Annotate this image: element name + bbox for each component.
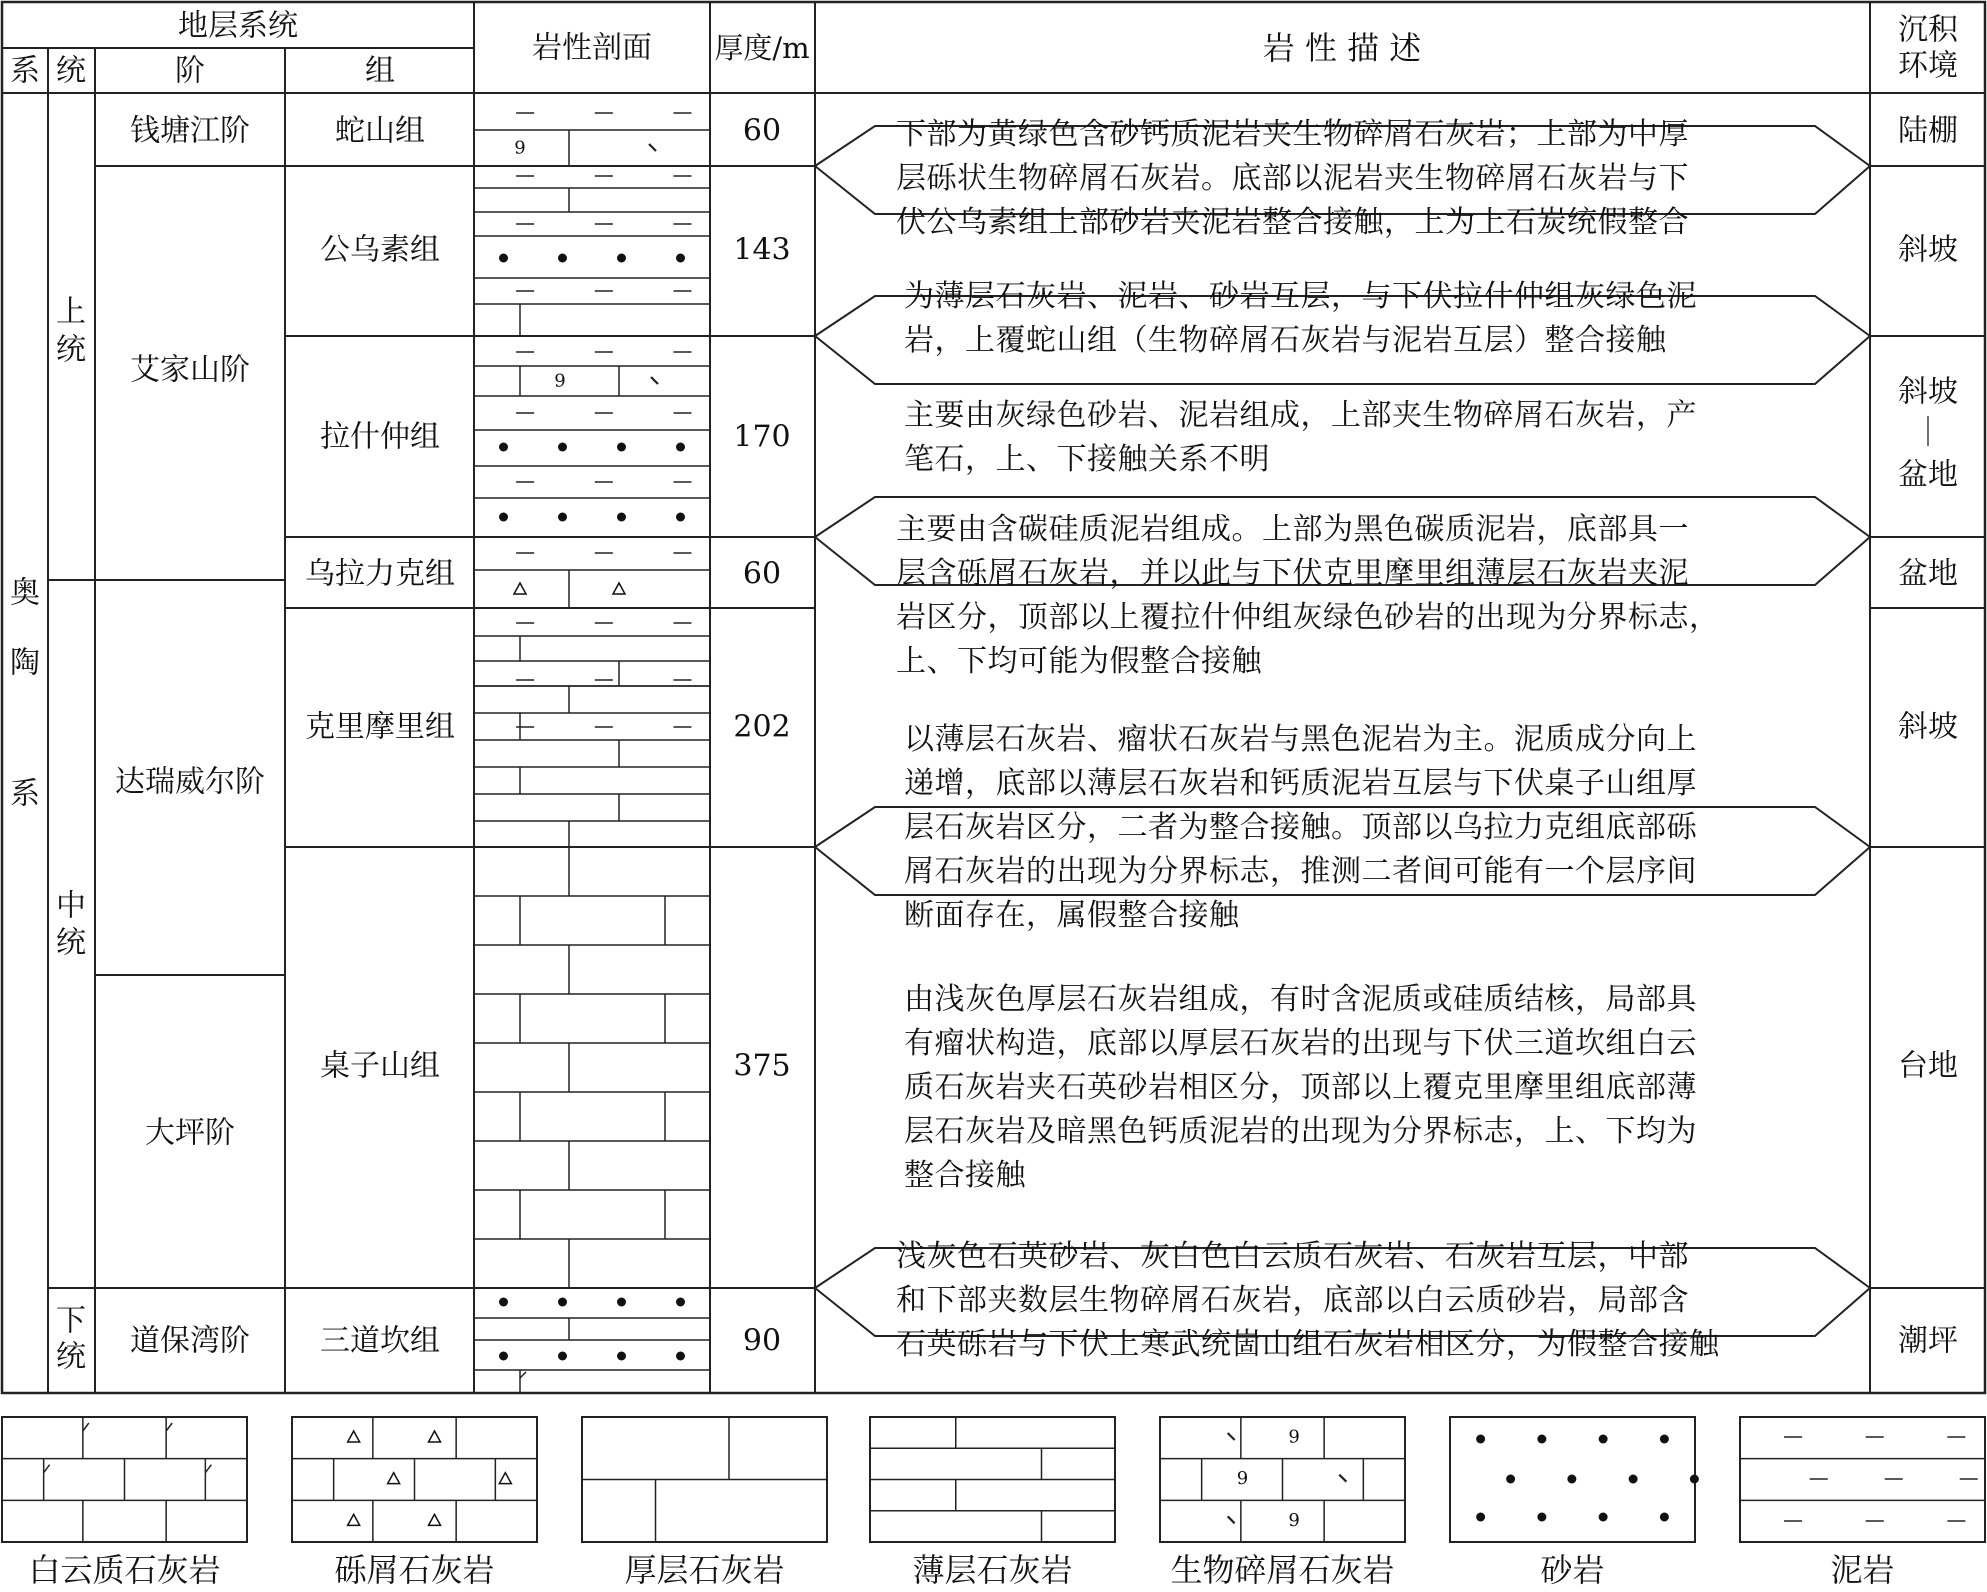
env-slope2: 斜坡	[1898, 709, 1958, 745]
formation-sheshan: 蛇山组	[335, 113, 425, 149]
fossil-symbol: 9	[1236, 1468, 1249, 1490]
sand-dot	[499, 513, 508, 522]
header-strat-system: 地层系统	[178, 8, 298, 44]
sand-dot	[1599, 1435, 1608, 1444]
desc-line: 石英砾岩与下伏上寒武统崮山组石灰岩相区分，为假整合接触	[896, 1327, 1720, 1362]
sand-dot	[499, 1298, 508, 1307]
env-basin: 盆地	[1898, 556, 1958, 592]
thickness-wulalike: 60	[742, 556, 782, 592]
fossil-symbol: 9	[1288, 1426, 1300, 1448]
sand-dot	[676, 513, 685, 522]
header-env: 沉积	[1898, 12, 1958, 48]
desc-line: 层砾状生物碎屑石灰岩。底部以泥岩夹生物碎屑石灰岩与下	[896, 161, 1689, 196]
legend-item-dolomitic-limestone	[2, 1417, 247, 1588]
sand-dot	[1690, 1475, 1699, 1484]
legend-label-brecciated-limestone: 砾屑石灰岩	[334, 1551, 495, 1588]
fossil-tick	[649, 144, 656, 151]
sand-dot	[676, 254, 685, 263]
header-thickness: 厚度/m	[714, 31, 810, 65]
desc-line: 上、下均可能为假整合接触	[896, 644, 1262, 679]
desc-zhuozishan	[904, 978, 1697, 1198]
formation-wulalike: 乌拉力克组	[305, 556, 455, 592]
env-tidal-flat: 潮坪	[1898, 1323, 1958, 1359]
env-slope-basin: 盆地	[1898, 457, 1958, 493]
legend-item-thick-limestone	[582, 1417, 827, 1588]
sand-dot	[617, 1352, 626, 1361]
breccia-triangle	[388, 1473, 400, 1484]
fossil-tick	[1339, 1475, 1346, 1482]
desc-line: 递增，底部以薄层石灰岩和钙质泥岩互层与下伏桌子山组厚	[904, 766, 1697, 801]
legend-label-mudstone: 泥岩	[1830, 1551, 1895, 1588]
sand-dot	[617, 513, 626, 522]
series-middle: 统	[56, 925, 86, 961]
header-env: 环境	[1898, 48, 1958, 84]
header-lith-desc: 岩 性 描 述	[1262, 29, 1422, 67]
sand-dot	[499, 443, 508, 452]
sand-dot	[676, 1352, 685, 1361]
legend-label-sandstone: 砂岩	[1540, 1551, 1605, 1588]
sand-dot	[558, 443, 567, 452]
header-series: 统	[56, 53, 86, 89]
desc-line: 下部为黄绿色含砂钙质泥岩夹生物碎屑石灰岩；上部为中厚	[896, 117, 1689, 152]
desc-line: 主要由灰绿色砂岩、泥岩组成，上部夹生物碎屑石灰岩，产	[904, 398, 1697, 433]
desc-line: 笔石，上、下接触关系不明	[904, 442, 1270, 477]
header-system: 系	[10, 53, 40, 89]
env-platform: 台地	[1898, 1048, 1958, 1084]
sand-dot	[558, 513, 567, 522]
desc-line: 以薄层石灰岩、瘤状石灰岩与黑色泥岩为主。泥质成分向上	[904, 722, 1697, 757]
formation-kelimoli: 克里摩里组	[305, 709, 455, 745]
breccia-triangle	[429, 1431, 441, 1442]
desc-line: 主要由含碳硅质泥岩组成。上部为黑色碳质泥岩，底部具一	[896, 512, 1689, 547]
desc-line: 层石灰岩区分，二者为整合接触。顶部以乌拉力克组底部砾	[904, 810, 1697, 845]
desc-line: 整合接触	[904, 1158, 1026, 1193]
env-slope-basin: 斜坡	[1898, 374, 1958, 410]
series-lower: 统	[56, 1339, 86, 1375]
fossil-symbol: 9	[554, 370, 566, 392]
sand-dot	[1506, 1475, 1515, 1484]
stage-qiantangjiang: 钱塘江阶	[130, 113, 250, 149]
desc-line: 层含砾屑石灰岩，并以此与下伏克里摩里组薄层石灰岩夹泥	[896, 556, 1689, 591]
env-slope1: 斜坡	[1898, 232, 1958, 268]
desc-line: 由浅灰色厚层石灰岩组成，有时含泥质或硅质结核，局部具	[904, 982, 1697, 1017]
fossil-tick	[651, 377, 658, 384]
desc-gongwusu	[904, 275, 1697, 363]
legend-item-bioclastic-limestone	[1160, 1417, 1405, 1588]
legend-item-thin-limestone	[870, 1417, 1115, 1588]
thickness-sheshan: 60	[742, 113, 782, 149]
stage-daobaowan: 道保湾阶	[130, 1323, 250, 1359]
breccia-triangle	[514, 583, 526, 594]
stage-aijiashan: 艾家山阶	[130, 352, 250, 388]
desc-line: 岩区分，顶部以上覆拉什仲组灰绿色砂岩的出现为分界标志，	[896, 600, 1720, 635]
desc-line: 和下部夹数层生物碎屑石灰岩，底部以白云质砂岩，局部含	[896, 1283, 1689, 1318]
sand-dot	[676, 1298, 685, 1307]
series-upper: 上	[56, 294, 86, 330]
dolomite-mark	[166, 1423, 172, 1431]
legend-item-brecciated-limestone	[292, 1417, 537, 1588]
breccia-triangle	[429, 1514, 441, 1525]
dolomite-mark	[205, 1465, 211, 1473]
breccia-triangle	[348, 1514, 360, 1525]
system-name: 系	[10, 776, 40, 812]
sand-dot	[1660, 1435, 1669, 1444]
sand-dot	[1537, 1435, 1546, 1444]
sand-dot	[617, 254, 626, 263]
sand-dot	[558, 1298, 567, 1307]
series-upper: 统	[56, 332, 86, 368]
thickness-sandaokan: 90	[742, 1323, 782, 1359]
breccia-triangle	[348, 1431, 360, 1442]
sand-dot	[1567, 1475, 1576, 1484]
fossil-symbol: 9	[1288, 1509, 1300, 1531]
legend-item-mudstone	[1740, 1417, 1985, 1588]
desc-line: 层石灰岩及暗黑色钙质泥岩的出现为分界标志，上、下均为	[904, 1114, 1697, 1149]
dolomite-mark	[83, 1423, 89, 1431]
desc-wulalike	[896, 508, 1720, 684]
lithologic-column	[474, 113, 710, 1393]
formation-sandaokan: 三道坎组	[320, 1323, 440, 1359]
stage-darriwilian: 达瑞威尔阶	[115, 764, 265, 800]
breccia-triangle	[613, 583, 625, 594]
sand-dot	[499, 254, 508, 263]
system-name: 陶	[10, 645, 40, 681]
desc-line: 断面存在，属假整合接触	[904, 898, 1240, 933]
sand-dot	[1476, 1435, 1485, 1444]
desc-line: 质石灰岩夹石英砂岩相区分，顶部以上覆克里摩里组底部薄	[904, 1070, 1697, 1105]
series-middle: 中	[56, 888, 86, 924]
series-lower: 下	[56, 1303, 86, 1339]
legend-label-bioclastic-limestone: 生物碎屑石灰岩	[1170, 1551, 1395, 1588]
desc-kelimoli	[904, 718, 1697, 938]
thickness-kelimoli: 202	[733, 709, 791, 745]
sand-dot	[617, 1298, 626, 1307]
desc-line: 岩，上覆蛇山组（生物碎屑石灰岩与泥岩互层）整合接触	[904, 323, 1667, 358]
desc-line: 为薄层石灰岩、泥岩、砂岩互层，与下伏拉什仲组灰绿色泥	[904, 279, 1697, 314]
sand-dot	[1629, 1475, 1638, 1484]
desc-line: 有瘤状构造，底部以厚层石灰岩的出现与下伏三道坎组白云	[904, 1026, 1697, 1061]
system-name: 奥	[10, 575, 40, 611]
sand-dot	[1476, 1513, 1485, 1522]
thickness-lashizhong: 170	[733, 419, 791, 455]
formation-lashizhong: 拉什仲组	[320, 419, 440, 455]
legend-item-sandstone	[1450, 1417, 1699, 1588]
legend-label-dolomitic-limestone: 白云质石灰岩	[28, 1551, 221, 1588]
dolomite-mark	[520, 1372, 526, 1378]
thickness-zhuozishan: 375	[733, 1048, 791, 1084]
sand-dot	[558, 254, 567, 263]
thickness-gongwusu: 143	[733, 232, 791, 268]
env-shelf: 陆棚	[1898, 113, 1958, 149]
header-stage: 阶	[175, 53, 205, 89]
formation-gongwusu: 公乌素组	[320, 232, 440, 268]
legend	[2, 1417, 1985, 1588]
fossil-symbol: 9	[514, 137, 526, 159]
header-formation: 组	[365, 53, 395, 89]
desc-line: 浅灰色石英砂岩、灰白色白云质石灰岩、石灰岩互层，中部	[896, 1239, 1689, 1274]
sand-dot	[1599, 1513, 1608, 1522]
desc-lashizhong	[904, 394, 1697, 482]
legend-label-thin-limestone: 薄层石灰岩	[912, 1551, 1073, 1588]
stage-dapingian: 大坪阶	[145, 1115, 235, 1151]
header-lith-section: 岩性剖面	[532, 30, 652, 66]
formation-zhuozishan: 桌子山组	[320, 1048, 440, 1084]
legend-swatch	[1740, 1417, 1985, 1542]
legend-label-thick-limestone: 厚层石灰岩	[624, 1551, 785, 1588]
fossil-tick	[1228, 1516, 1235, 1523]
desc-line: 伏公乌素组上部砂岩夹泥岩整合接触，上为上石炭统假整合	[896, 205, 1689, 240]
sand-dot	[676, 443, 685, 452]
env-slope-basin: ｜	[1913, 415, 1943, 451]
desc-line: 屑石灰岩的出现为分界标志，推测二者间可能有一个层序间	[904, 854, 1697, 889]
desc-sheshan	[896, 113, 1689, 245]
sand-dot	[617, 443, 626, 452]
desc-sandaokan	[896, 1235, 1720, 1367]
breccia-triangle	[499, 1473, 511, 1484]
sand-dot	[499, 1352, 508, 1361]
sand-dot	[1537, 1513, 1546, 1522]
dolomite-mark	[44, 1465, 50, 1473]
sand-dot	[1660, 1513, 1669, 1522]
fossil-tick	[1228, 1433, 1235, 1440]
sand-dot	[558, 1352, 567, 1361]
